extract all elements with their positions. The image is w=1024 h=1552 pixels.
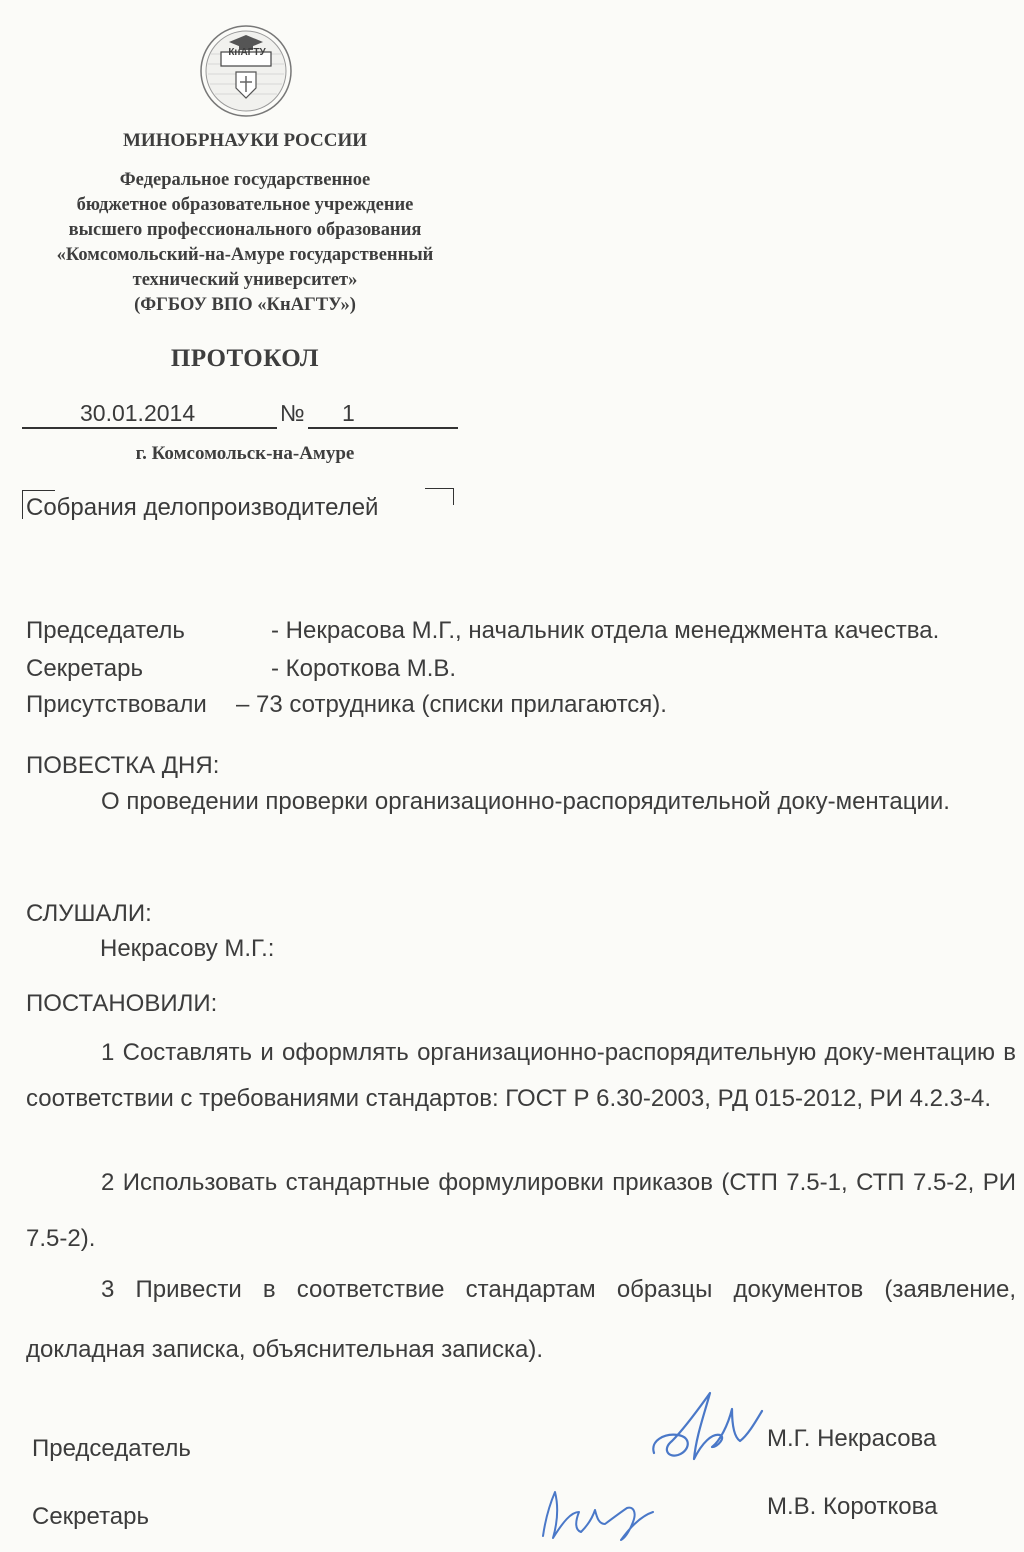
resolution-item: 2 Использовать стандартные формулировки приказов (СТП 7.5-1, СТП 7.5-2, РИ 7.5-2).: [26, 1169, 1016, 1252]
signature-name: М.Г. Некрасова: [767, 1425, 937, 1452]
participant-role: Секретарь: [26, 655, 143, 682]
chairman-signature-icon: [640, 1385, 770, 1475]
signature-role: Председатель: [32, 1435, 191, 1462]
heard-text: Некрасову М.Г.:: [100, 935, 275, 962]
participant-row: [26, 655, 1006, 685]
agenda-heading: ПОВЕСТКА ДНЯ:: [26, 752, 220, 779]
participant-value: - Короткова М.В.: [271, 655, 457, 682]
protocol-subject: Собрания делопроизводителей: [26, 494, 379, 521]
heard-heading: СЛУШАЛИ:: [26, 900, 152, 927]
document-type: ПРОТОКОЛ: [170, 345, 320, 372]
number-sign: №: [280, 400, 305, 426]
org-line: «Комсомольский-на-Амуре государственный: [56, 245, 434, 265]
number-underline: [308, 427, 458, 429]
participant-row: [26, 691, 1006, 721]
org-line: (ФГБОУ ВПО «КнАГТУ»): [134, 295, 356, 315]
signature-role: Секретарь: [32, 1503, 149, 1530]
resolution-item: 1 Составлять и оформлять организационно-распорядительную доку-ментацию в соответствии с требованиями стандартов: ГОСТ Р 6.30-2003, РД 015-2012, РИ 4.2.3-4.: [26, 1039, 1016, 1112]
secretary-signature-icon: [535, 1478, 660, 1548]
logo-text: КнАГТУ: [228, 47, 266, 58]
participant-row: [26, 617, 1006, 647]
org-line: Федеральное государственное: [119, 170, 371, 190]
signature-name: М.В. Короткова: [767, 1493, 938, 1520]
agenda-text: О проведении проверки организационно-распорядительной доку-ментации.: [101, 788, 950, 815]
org-line: бюджетное образовательное учреждение: [76, 195, 414, 215]
participant-role: Председатель: [26, 617, 185, 644]
date-number-line: [22, 400, 458, 430]
resolved-heading: ПОСТАНОВИЛИ:: [26, 990, 218, 1017]
org-line: высшего профессионального образования: [68, 220, 422, 240]
participant-value: – 73 сотрудника (списки прилагаются).: [236, 691, 667, 718]
city: г. Комсомольск-на-Амуре: [135, 443, 355, 464]
org-line: технический университет»: [132, 270, 358, 290]
organization-name: [20, 168, 470, 318]
resolution-item: 3 Привести в соответствие стандартам образцы документов (заявление, докладная записка, объяснительная записка).: [26, 1276, 1016, 1363]
document-number: 1: [342, 400, 355, 426]
university-logo-icon: [199, 24, 293, 118]
date-underline: [22, 427, 277, 429]
participant-role: Присутствовали: [26, 691, 207, 718]
corner-bracket-right: [425, 488, 454, 505]
document-date: 30.01.2014: [80, 400, 196, 426]
participant-value: - Некрасова М.Г., начальник отдела менеджмента качества.: [271, 617, 940, 644]
ministry-name: МИНОБРНАУКИ РОССИИ: [122, 130, 368, 151]
